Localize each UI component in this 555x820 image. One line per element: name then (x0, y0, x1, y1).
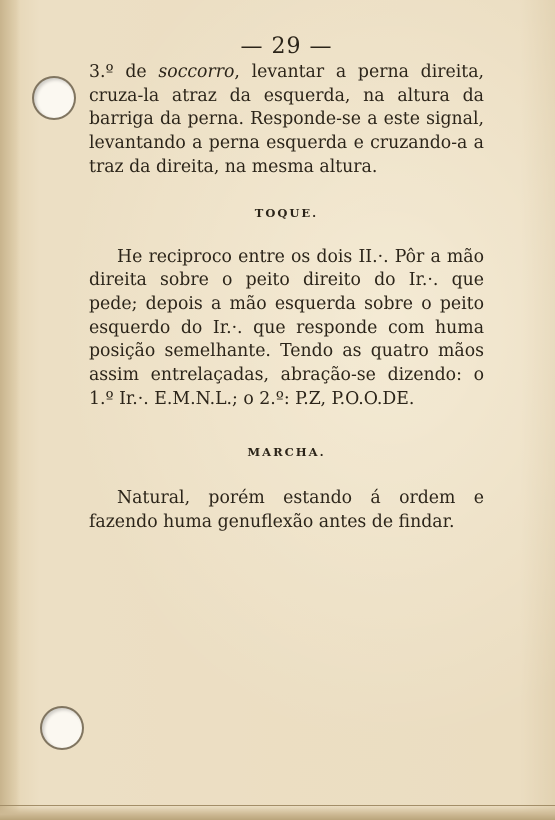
page-number: — 29 — (240, 34, 333, 59)
paragraph-signal-rest: , levantar a perna direita, cruza-la atraz da esquerda, na altura da barriga da perna. Responde-se a este signal, levantando a perna esquerda e cruzando-a a traz da direita, na mesma altura. (89, 62, 484, 177)
page-bottom-edge (0, 805, 555, 820)
heading-marcha: MARCHA. (247, 445, 326, 460)
heading-toque: TOQUE. (254, 205, 319, 220)
page-content (89, 34, 484, 535)
page-gutter (0, 0, 20, 820)
punch-hole-bottom (42, 708, 82, 748)
paragraph-signal-italic: soccorro (158, 62, 235, 82)
paragraph-signal-lead: 3.º de (89, 62, 159, 82)
paragraph-signal (89, 61, 484, 180)
paragraph-toque: He reciproco entre os dois II.·. Pôr a mão direita sobre o peito direito do Ir.·. que pede; depois a mão esquerda sobre o peito esquerdo do Ir.·. que responde com huma posição semelhante. Tendo as quatro mãos assim entrelaçadas, abração-se dizendo: o 1.º Ir.·. E.M.N.L.; o 2.º: P.Z, P.O.O.DE. (89, 246, 484, 409)
paragraph-marcha: Natural, porém estando á ordem e fazendo huma genuflexão antes de findar. (89, 488, 484, 533)
punch-hole-top (34, 78, 74, 118)
